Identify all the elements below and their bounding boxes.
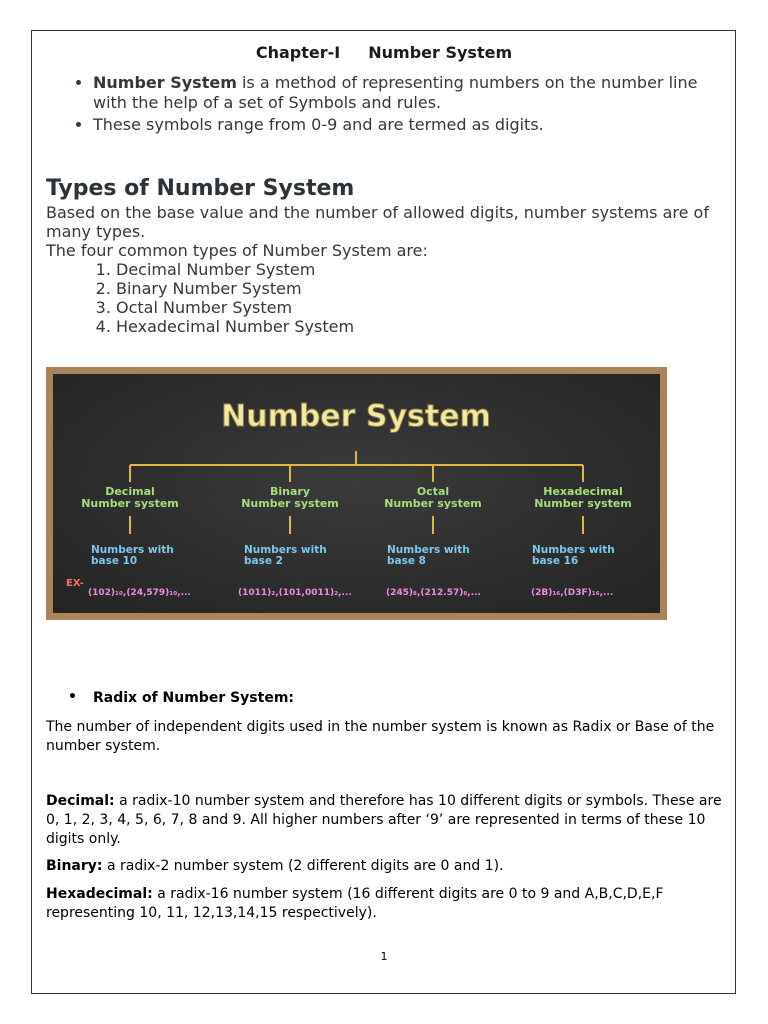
board-col4-base-line2: base 16: [532, 555, 579, 567]
board-col2-base-line2: base 2: [244, 555, 283, 567]
chalkboard-diagram: [53, 374, 660, 613]
board-col3-example: (245)₈,(212.57)₈,...: [386, 588, 481, 598]
types-list-item: 1. Decimal Number System: [116, 260, 354, 279]
decimal-label: Decimal:: [46, 793, 115, 809]
types-paragraph-2: The four common types of Number System are:: [46, 241, 428, 260]
board-col1-base-line2: base 10: [91, 555, 138, 567]
board-col2-base-line1: Numbers with: [244, 544, 327, 556]
types-list: [46, 260, 354, 336]
board-col4-line2: Number system: [534, 497, 632, 510]
types-paragraph-1: Based on the base value and the number of allowed digits, number systems are of many types.: [46, 203, 709, 241]
radix-paragraph: The number of independent digits used in the number system is known as Radix or Base of the number system.: [46, 719, 715, 754]
chapter-title: [0, 43, 768, 62]
radix-heading: • Radix of Number System:: [46, 690, 294, 706]
board-col1-line2: Number system: [81, 497, 179, 510]
board-col3-base-line2: base 8: [387, 555, 426, 567]
intro-bold-term: Number System: [93, 73, 237, 92]
hexadecimal-text: a radix-16 number system (16 different digits are 0 to 9 and A,B,C,D,E,F representing 10, 11, 12,13,14,15 respectively).: [46, 886, 664, 921]
types-list-item: 2. Binary Number System: [116, 279, 354, 298]
board-example-label: EX-: [66, 578, 84, 589]
hexadecimal-label: Hexadecimal:: [46, 886, 153, 902]
types-list-item: 4. Hexadecimal Number System: [116, 317, 354, 336]
hexadecimal-definition: [46, 885, 726, 923]
board-col2-line1: Binary: [269, 485, 311, 498]
decimal-text: a radix-10 number system and therefore has 10 different digits or symbols. These are 0, 1, 2, 3, 4, 5, 6, 7, 8 and 9. All higher numbers after ‘9’ are represented in terms of these 10 digits only.: [46, 793, 722, 847]
intro-bullet-2: • These symbols range from 0-9 and are termed as digits.: [93, 115, 733, 135]
types-list-item: 3. Octal Number System: [116, 298, 354, 317]
board-col1-example: (102)₁₀,(24,579)₁₀,...: [88, 588, 191, 598]
board-col4-example: (2B)₁₆,(D3F)₁₆,...: [531, 588, 614, 598]
board-col2-line2: Number system: [241, 497, 339, 510]
chapter-name: Number System: [368, 43, 513, 62]
board-col1-base-line1: Numbers with: [91, 544, 174, 556]
binary-text: a radix-2 number system (2 different digits are 0 and 1).: [102, 858, 504, 874]
board-tree-lines: [130, 451, 583, 534]
board-col4-line1: Hexadecimal: [543, 485, 623, 498]
board-col3-base-line1: Numbers with: [387, 544, 470, 556]
board-title: Number System: [221, 399, 491, 434]
binary-definition: [46, 857, 726, 876]
board-col3-line1: Octal: [416, 485, 450, 498]
types-heading: Types of Number System: [46, 176, 355, 201]
intro-bullet-1: [93, 73, 733, 113]
binary-label: Binary:: [46, 858, 103, 874]
intro-list: [46, 73, 733, 137]
board-col3-line2: Number system: [384, 497, 482, 510]
board-col2-example: (1011)₂,(101,0011)₂,...: [238, 588, 352, 598]
chalkboard-image: [46, 367, 667, 620]
intro-bullet-1-text: is a method of representing numbers on the number line with the help of a set of Symbols and rules.: [93, 73, 698, 112]
board-col4-base-line1: Numbers with: [532, 544, 615, 556]
page-number: 1: [380, 950, 388, 963]
chapter-label: Chapter-I: [255, 43, 341, 62]
board-col1-line1: Decimal: [105, 485, 155, 498]
decimal-definition: [46, 792, 726, 849]
